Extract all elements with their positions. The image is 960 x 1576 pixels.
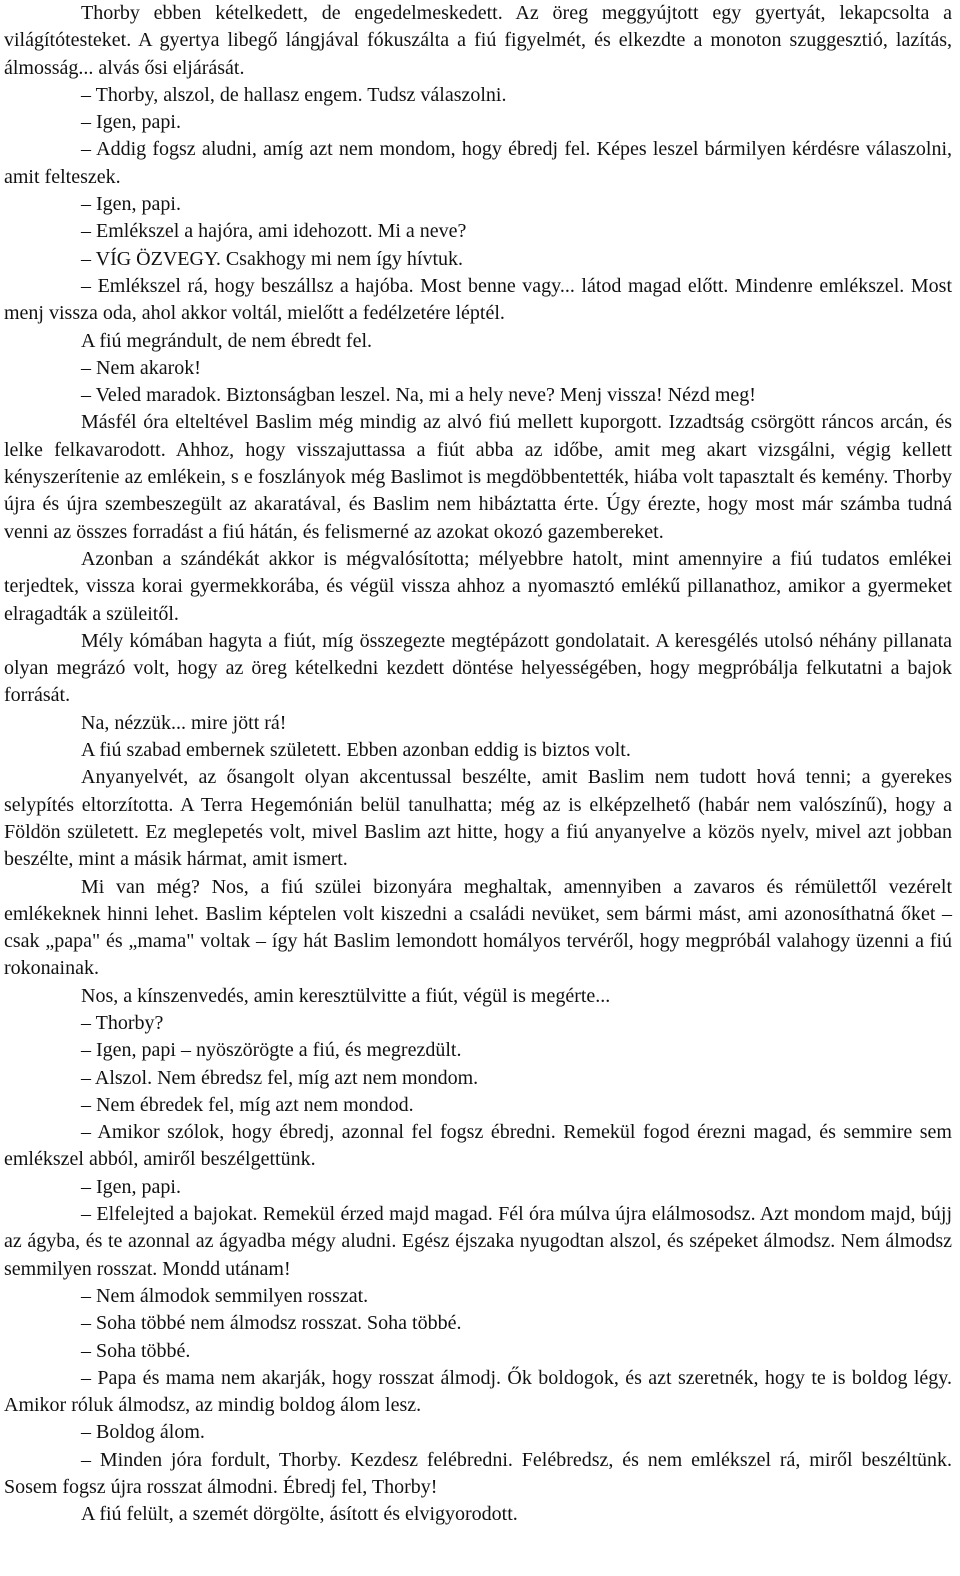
- paragraph: – Igen, papi – nyöszörögte a fiú, és megrezdült.: [81, 1039, 462, 1062]
- paragraph: – Papa és mama nem akarják, hogy rosszat álmodj. Ők boldogok, és azt szeretnék, hogy te is boldog légy. Amikor róluk álmodsz, az mindig boldog álom lesz.: [4, 1366, 952, 1417]
- paragraph: – Amikor szólok, hogy ébredj, azonnal fel fogsz ébredni. Remekül fogod érezni magad, és semmire sem emlékszel abból, amiről beszélgettünk.: [4, 1121, 952, 1171]
- paragraph: – Addig fogsz aludni, amíg azt nem mondom, hogy ébredj fel. Képes leszel bármilyen kérdésre válaszolni, amit felteszek.: [4, 138, 952, 188]
- paragraph: – VÍG ÖZVEGY. Csakhogy mi nem így hívtuk.: [81, 247, 464, 270]
- paragraph: – Soha többé nem álmodsz rosszat. Soha többé.: [81, 1312, 462, 1335]
- paragraph: – Nem ébredek fel, míg azt nem mondod.: [81, 1093, 414, 1116]
- paragraph: Másfél óra elteltével Baslim még mindig az alvó fiú mellett kuporgott. Izzadtság csörgött ráncos arcán, és lelke felkavarodott. Ahhoz, hogy visszajuttassa a fiút abba az időbe, amit meg akart vizsgálni, végig kellett kényszerítenie az emlékein, s e foszlányok még Baslimot is megdöbbentették, hiába volt tapasztalt és kemény. Thorby újra és újra szembeszegült az akaratával, és Baslim nem hibáztatta érte. Úgy érezte, hogy most már számba tudná venni az összes forradást a fiú hátán, és felismerné az azokat okozó gazembereket.: [4, 411, 952, 543]
- paragraph: Anyanyelvét, az ősangolt olyan akcentussal beszélte, amit Baslim nem tudott hová tenni; a gyerekes selypítés eltorzította. A Terra Hegemónián belül tanulhatta; még az is elképzelhető (habár nem valószínű), hogy a Földön született. Ez meglepetés volt, mivel Baslim azt hitte, hogy a fiú anyanyelve a közös nyelv, mivel azt jobban beszélte, mint a másik hármat, amit ismert.: [4, 766, 952, 871]
- paragraph: – Emlékszel a hajóra, ami idehozott. Mi a neve?: [81, 220, 467, 243]
- paragraph: Mi van még? Nos, a fiú szülei bizonyára meghaltak, amennyiben a zavaros és rémülettől vezérelt emlékeknek hinni lehet. Baslim képtelen volt kiszedni a családi nevüket, sem bármi mást, ami azonosíthatná őket – csak „papa" és „mama" voltak – így hát Baslim lemondott homályos tervéről, hogy megpróbál valahogy üzenni a fiú rokonainak.: [4, 875, 952, 980]
- paragraph: – Nem akarok!: [81, 356, 201, 379]
- paragraph: Thorby ebben kételkedett, de engedelmeskedett. Az öreg meggyújtott egy gyertyát, lekapcsolta a világítótesteket. A gyertya libegő lángjával fókuszálta a fiú figyelmét, és elkezdte a monoton szuggesztió, lazítás, álmosság... alvás ősi eljárását.: [4, 2, 952, 79]
- paragraph: A fiú felült, a szemét dörgölte, ásított és elvigyorodott.: [81, 1503, 518, 1526]
- paragraph: – Thorby?: [81, 1011, 164, 1034]
- paragraph: – Alszol. Nem ébredsz fel, míg azt nem mondom.: [81, 1066, 479, 1089]
- paragraph: – Boldog álom.: [81, 1421, 205, 1444]
- paragraph: – Igen, papi.: [81, 1175, 181, 1198]
- paragraph: A fiú szabad embernek született. Ebben azonban eddig is biztos volt.: [81, 739, 631, 762]
- paragraph: – Emlékszel rá, hogy beszállsz a hajóba. Most benne vagy... látod magad előtt. Mindenre emlékszel. Most menj vissza oda, ahol akkor voltál, mielőtt a fedélzetére léptél.: [4, 274, 952, 325]
- paragraph: – Minden jóra fordult, Thorby. Kezdesz felébredni. Felébredsz, és nem emlékszel rá, miről beszéltünk. Sosem fogsz újra rosszat álmodni. Ébredj fel, Thorby!: [4, 1448, 952, 1499]
- paragraph: – Elfelejted a bajokat. Remekül érzed majd magad. Fél óra múlva újra elálmosodsz. Azt mondom majd, bújj az ágyba, és te azonnal az ágyadba mégy aludni. Egész éjszaka nyugodtan alszol, és szépeket álmodsz. Nem álmodsz semmilyen rosszat. Mondd utánam!: [4, 1203, 952, 1280]
- paragraph: – Nem álmodok semmilyen rosszat.: [81, 1284, 369, 1307]
- paragraph: Mély kómában hagyta a fiút, míg összegezte megtépázott gondolatait. A keresgélés utolsó néhány pillanata olyan megrázó volt, hogy az öreg kételkedni kezdett döntése helyességében, hogy megpróbálja felkutatni a bajok forrását.: [4, 629, 952, 707]
- paragraph: Azonban a szándékát akkor is mégvalósította; mélyebbre hatolt, mint amennyire a fiú tudatos emlékei terjedtek, vissza korai gyermekkorába, és végül vissza ahhoz a nyomasztó emlékű pillanathoz, amikor a gyermeket elragadták a szüleitől.: [4, 547, 952, 625]
- paragraph: – Thorby, alszol, de hallasz engem. Tudsz válaszolni.: [81, 83, 507, 106]
- paragraph: – Soha többé.: [81, 1339, 191, 1362]
- paragraph: A fiú megrándult, de nem ébredt fel.: [81, 329, 373, 352]
- paragraph: – Igen, papi.: [81, 111, 181, 134]
- paragraph: – Veled maradok. Biztonságban leszel. Na, mi a hely neve? Menj vissza! Nézd meg!: [81, 384, 756, 407]
- paragraph: Nos, a kínszenvedés, amin keresztülvitte a fiút, végül is megérte...: [81, 984, 611, 1007]
- paragraph: Na, nézzük... mire jött rá!: [81, 711, 287, 734]
- paragraph: – Igen, papi.: [81, 193, 181, 216]
